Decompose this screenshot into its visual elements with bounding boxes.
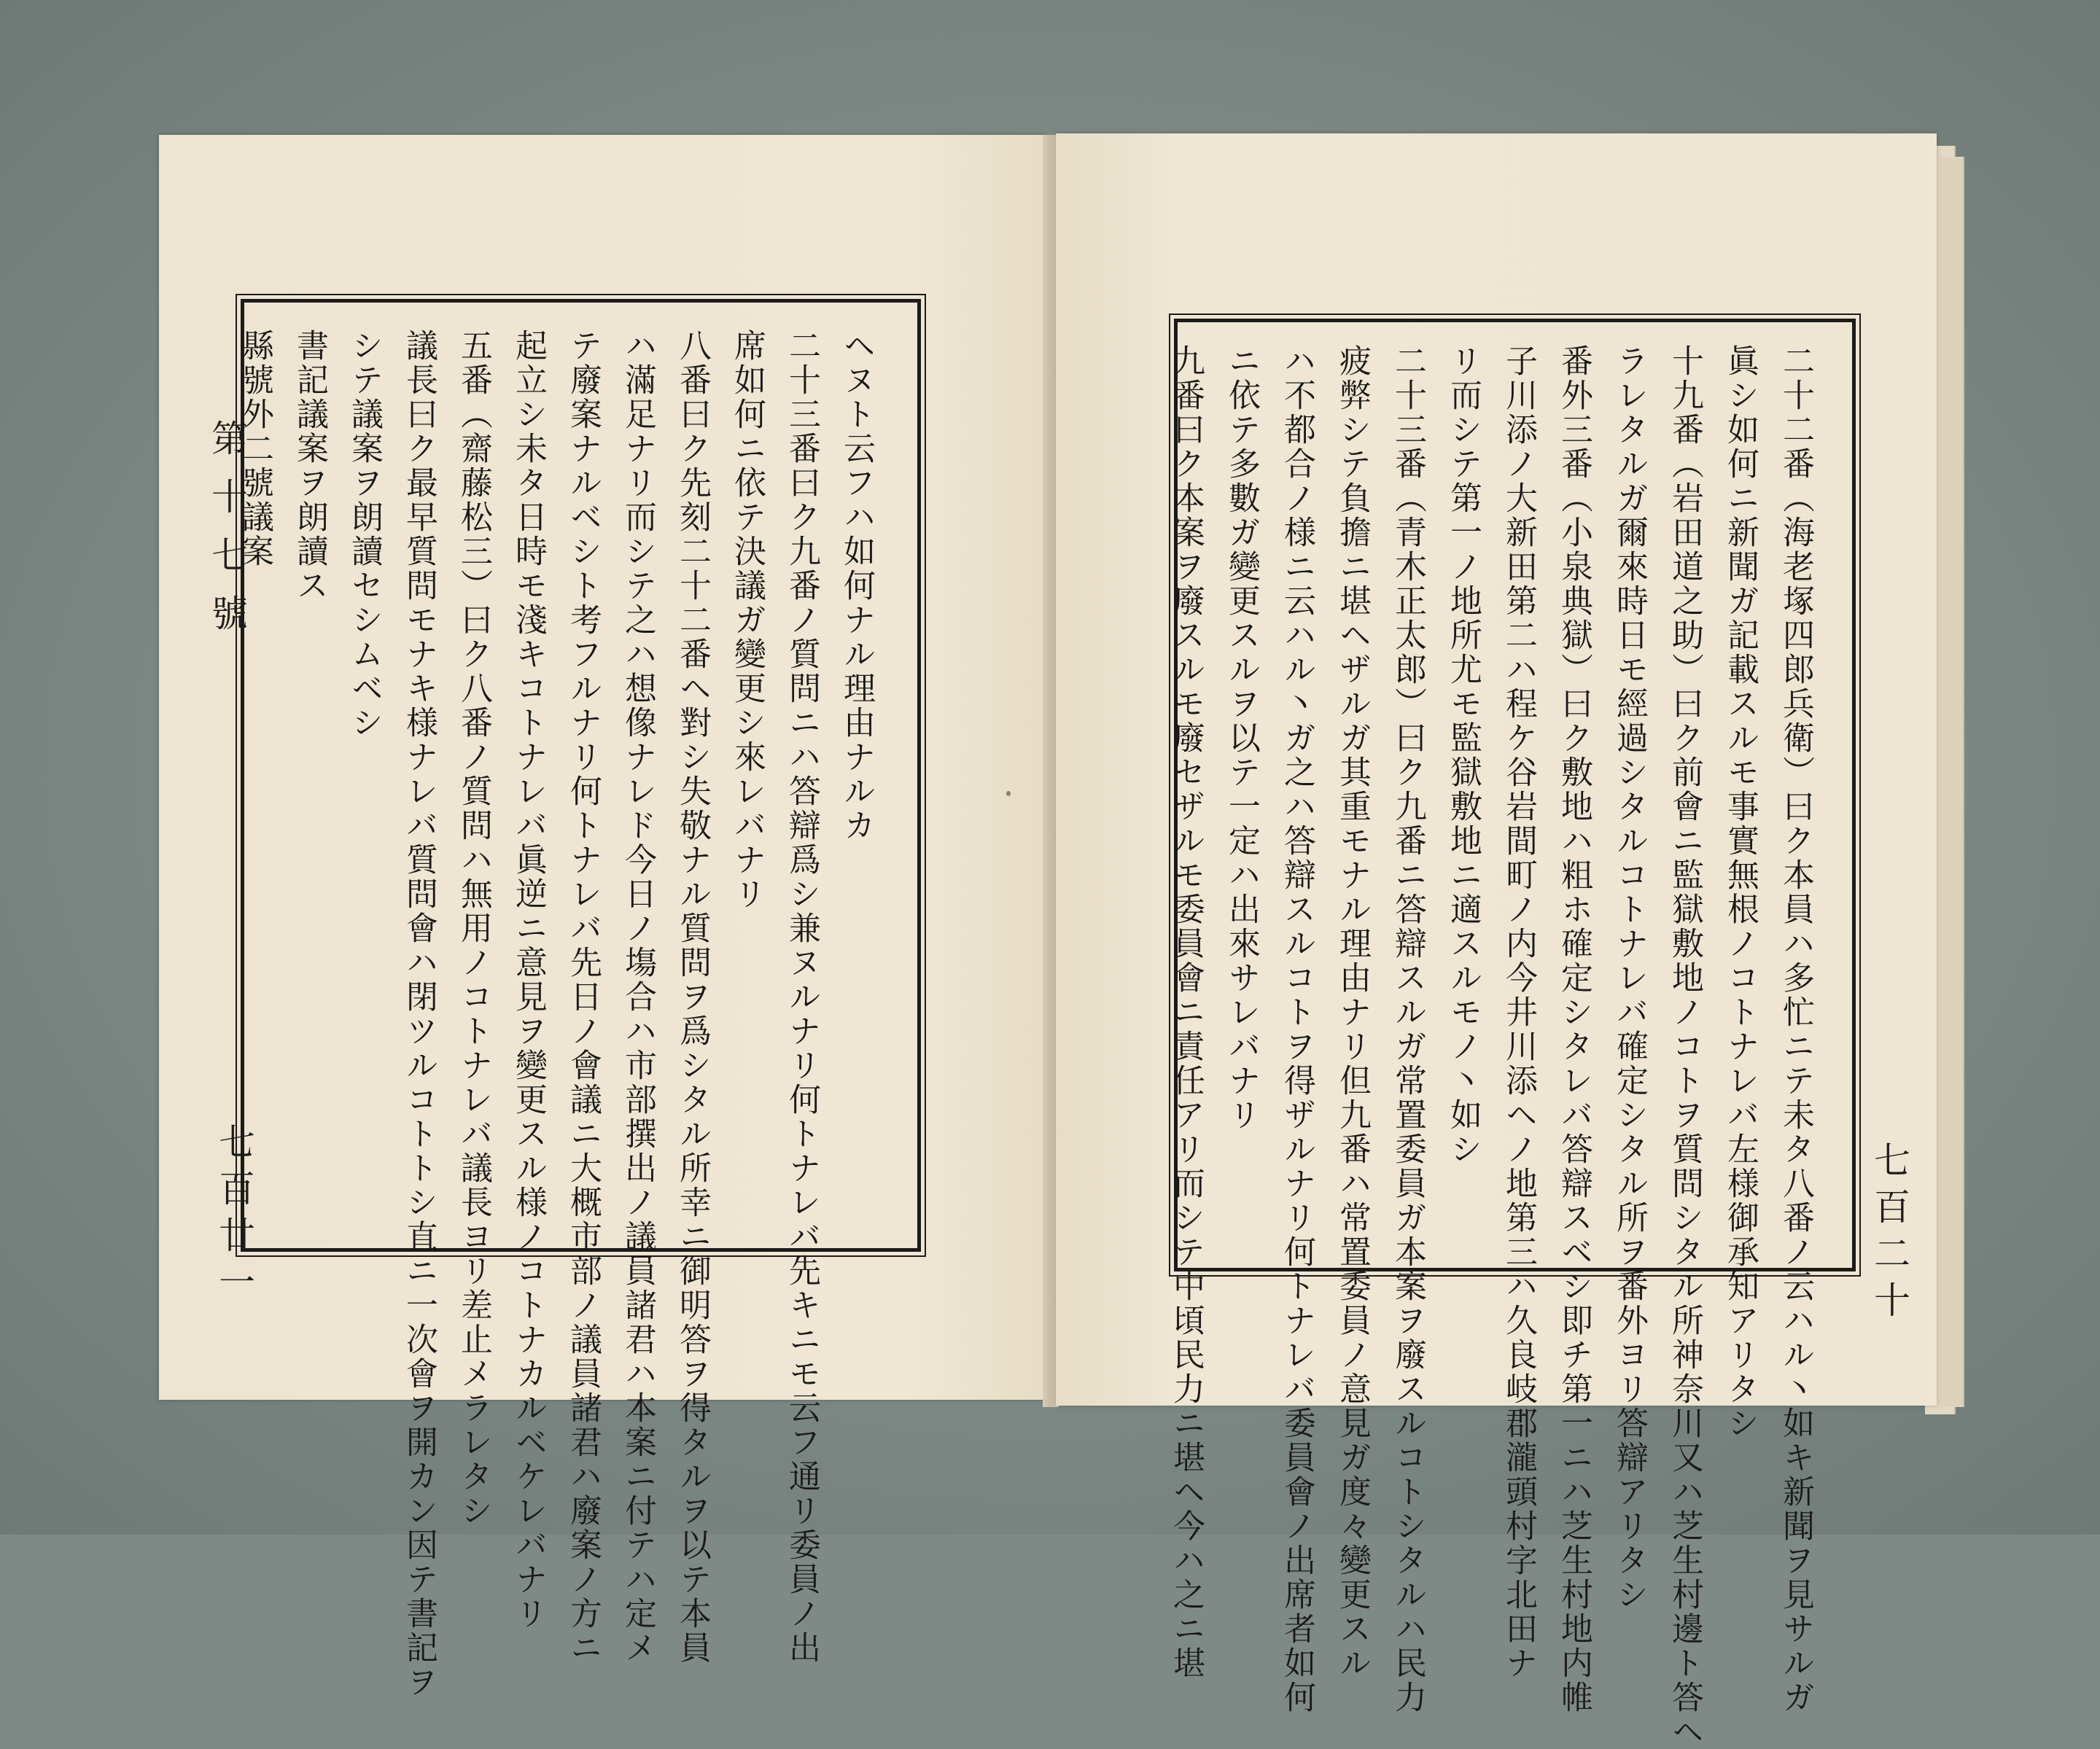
text-column: 疲弊シテ負擔ニ堪ヘザルガ其重モナル理由ナリ但九番ハ常置委員ノ意見ガ度々變更スル bbox=[1334, 344, 1371, 1680]
text-column: 二十三番曰ク九番ノ質問ニハ答辯爲シ兼ヌルナリ何トナレバ先キニモ云フ通リ委員ノ出 bbox=[783, 329, 820, 1665]
text-column: 書記議案ヲ朗讀ス bbox=[291, 329, 328, 603]
text-column: ラレタルガ爾來時日モ經過シタルコトナレバ確定シタル所ヲ番外ヨリ答辯アリタシ bbox=[1611, 344, 1648, 1612]
issue-label: 第十七號 bbox=[206, 419, 248, 653]
page-number-left: 七百廿一 bbox=[213, 1123, 255, 1309]
text-column: 二十三番（青木正太郎）曰ク九番ニ答辯スルガ常置委員ガ本案ヲ廢スルコトシタルハ民力 bbox=[1389, 344, 1426, 1715]
text-column: ハ滿足ナリ而シテ之ハ想像ナレド今日ノ塲合ハ市部撰出ノ議員諸君ハ本案ニ付テハ定メ bbox=[619, 329, 656, 1665]
paper-speck bbox=[1006, 791, 1011, 796]
left-text-frame bbox=[236, 299, 921, 1699]
text-column: 九番曰ク本案ヲ廢スルモ廢セザルモ委員會ニ責任アリ而シテ中頃民力ニ堪ヘ今ハ之ニ堪 bbox=[1167, 344, 1205, 1680]
text-column: ヘヌト云フハ如何ナル理由ナルカ bbox=[838, 329, 875, 843]
text-column: 席如何ニ依テ決議ガ變更シ來レバナリ bbox=[728, 329, 766, 911]
text-column: 縣號外二號議案 bbox=[236, 329, 273, 569]
text-column: 眞シ如何ニ新聞ガ記載スルモ事實無根ノコトナレバ左様御承知アリタシ bbox=[1722, 344, 1759, 1441]
text-column: 五番（齋藤松三）曰ク八番ノ質問ハ無用ノコトナレバ議長ヨリ差止メラレタシ bbox=[455, 329, 492, 1528]
text-column: 起立シ未タ日時モ淺キコトナレバ眞逆ニ意見ヲ變更スル様ノコトナカルベケレバナリ bbox=[510, 329, 547, 1631]
text-column: ニ依テ多數ガ變更スルヲ以テ一定ハ出來サレバナリ bbox=[1223, 344, 1260, 1132]
right-page-body bbox=[1158, 344, 1823, 1749]
text-column: 番外三番（小泉典獄）曰ク敷地ハ粗ホ確定シタレバ答辯スベシ即チ第一ニハ芝生村地内帷 bbox=[1555, 344, 1592, 1715]
text-column: ハ不都合ノ様ニ云ハル丶ガ之ハ答辯スルコトヲ得ザルナリ何トナレバ委員會ノ出席者如何 bbox=[1278, 344, 1315, 1715]
text-column: リ而シテ第一ノ地所尤モ監獄敷地ニ適スルモノ丶如シ bbox=[1444, 344, 1482, 1166]
text-column: 十九番（岩田道之助）曰ク前會ニ監獄敷地ノコトヲ質問シタル所神奈川又ハ芝生村邊ト答ヘ bbox=[1666, 344, 1703, 1749]
page-number-right: 七百二十 bbox=[1868, 1141, 1910, 1328]
right-text-frame bbox=[1167, 319, 1856, 1749]
text-column: シテ議案ヲ朗讀セシムベシ bbox=[346, 329, 383, 740]
underlying-sheet bbox=[1940, 157, 1964, 1407]
text-column: 八番曰ク先刻二十二番ヘ對シ失敬ナル質問ヲ爲シタル所幸ニ御明答ヲ得タルヲ以テ本員 bbox=[674, 329, 711, 1665]
text-column: 議長曰ク最早質問モナキ様ナレバ質問會ハ閉ツルコトトシ直ニ一次會ヲ開カン因テ書記ヲ bbox=[400, 329, 438, 1699]
text-column: 子川添ノ大新田第二ハ程ケ谷岩間町ノ内今井川添ヘノ地第三ハ久良岐郡瀧頭村字北田ナ bbox=[1500, 344, 1537, 1680]
text-column: 二十二番（海老塚四郎兵衛）曰ク本員ハ多忙ニテ未タ八番ノ云ハル丶如キ新聞ヲ見サルガ bbox=[1777, 344, 1814, 1715]
text-column: テ廢案ナルベシト考フルナリ何トナレバ先日ノ會議ニ大概市部ノ議員諸君ハ廢案ノ方ニ bbox=[564, 329, 602, 1665]
